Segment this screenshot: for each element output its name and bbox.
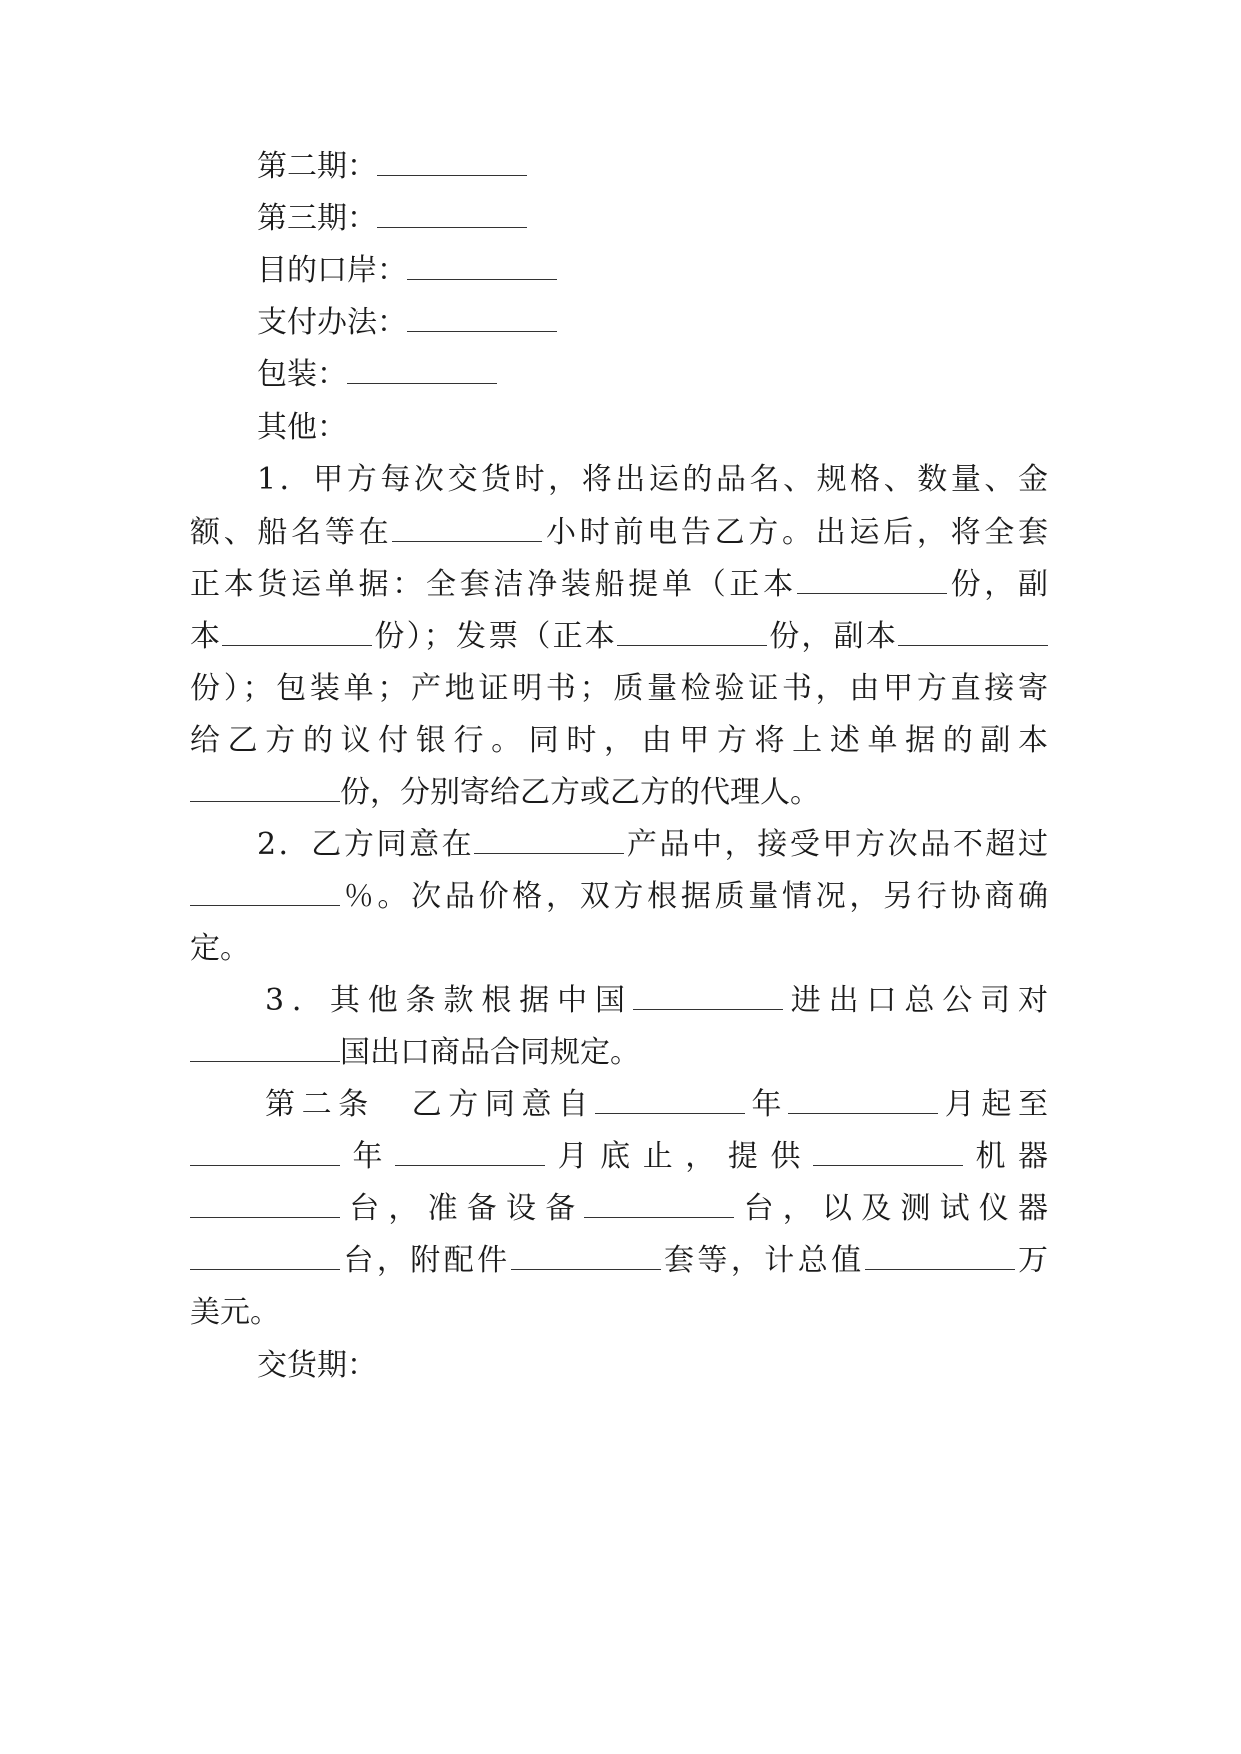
payment-blank[interactable] (407, 305, 557, 332)
bl-copy-count-blank[interactable] (222, 619, 372, 646)
clause3-line1 (265, 981, 1048, 1021)
phase3-blank[interactable] (377, 201, 527, 228)
clause1-text: 给乙方的议付银行。同时，由甲方将上述单据的副本 (190, 723, 1048, 758)
clause1-line2 (190, 513, 1048, 553)
clause1-line6 (190, 721, 1048, 761)
field-phase3 (257, 199, 527, 239)
field-other-label: 其他： (257, 410, 347, 445)
article2-text: 台，附配件 (340, 1243, 511, 1278)
delivery-period (257, 1346, 377, 1386)
clause1-line5 (190, 669, 1048, 709)
article2-line3 (190, 1189, 1048, 1229)
article2-text: 月底止，提供 (545, 1139, 813, 1174)
invoice-original-blank[interactable] (617, 619, 767, 646)
clause2-text: ％。次品价格，双方根据质量情况，另行协商确 (340, 879, 1048, 914)
invoice-copy-blank[interactable] (898, 619, 1048, 646)
product-blank[interactable] (474, 827, 624, 854)
equipment-count-blank[interactable] (584, 1191, 734, 1218)
copy-count-blank[interactable] (190, 775, 340, 802)
field-port (257, 251, 557, 291)
field-payment (257, 303, 557, 343)
clause1-text: 小时前电告乙方。出运后，将全套 (542, 515, 1049, 550)
field-packing-label: 包装： (257, 357, 347, 392)
clause3-line2 (190, 1033, 640, 1073)
end-month-blank[interactable] (395, 1139, 545, 1166)
clause2-text: 定。 (190, 931, 250, 966)
clause1-text: 额、船名等在 (190, 515, 393, 550)
clause1-line1 (257, 460, 1048, 500)
clause1-text: 1．甲方每次交货时，将出运的品名、规格、数量、金 (257, 462, 1048, 497)
port-blank[interactable] (407, 253, 557, 280)
start-year-blank[interactable] (595, 1087, 745, 1114)
field-packing (257, 355, 497, 395)
article2-text: 机器 (962, 1139, 1049, 1174)
clause1-line7 (190, 773, 820, 813)
clause1-line4 (190, 617, 1048, 657)
instrument-count-blank[interactable] (190, 1243, 340, 1270)
clause3-text: 进出口总公司对 (782, 983, 1048, 1018)
article2-line5 (190, 1293, 280, 1333)
field-port-label: 目的口岸： (257, 253, 407, 288)
field-phase3-label: 第三期： (257, 201, 377, 236)
article2-text: 套等，计总值 (660, 1243, 865, 1278)
article2-text: 月起至 (938, 1087, 1049, 1122)
total-value-blank[interactable] (865, 1243, 1015, 1270)
clause1-text: 份）；包装单；产地证明书；质量检验证书，由甲方直接寄 (190, 671, 1048, 706)
clause3-text: 国出口商品合同规定。 (340, 1035, 640, 1070)
field-phase2-label: 第二期： (257, 149, 377, 184)
clause3-text: 3．其他条款根据中国 (265, 983, 633, 1018)
article2-text: 台，以及测试仪器 (734, 1191, 1049, 1226)
article2-line2 (190, 1137, 1048, 1177)
start-month-blank[interactable] (788, 1087, 938, 1114)
bl-original-count-blank[interactable] (797, 567, 947, 594)
phase2-blank[interactable] (377, 149, 527, 176)
article2-text: 年 (744, 1087, 789, 1122)
clause1-line3 (190, 565, 1048, 605)
end-year-blank[interactable] (190, 1139, 340, 1166)
clause1-text: 份，副本 (767, 619, 899, 654)
defect-percent-blank[interactable] (190, 879, 340, 906)
notice-hours-blank[interactable] (392, 515, 542, 542)
clause1-text: 份，副 (946, 567, 1049, 602)
article2-text: 台，准备设备 (340, 1191, 585, 1226)
country-blank[interactable] (190, 1035, 340, 1062)
clause2-text: 2．乙方同意在 (257, 827, 475, 862)
field-payment-label: 支付办法： (257, 305, 407, 340)
article2-text: 第二条 乙方同意自 (265, 1087, 595, 1122)
field-phase2 (257, 147, 527, 187)
machine-count-blank[interactable] (190, 1191, 340, 1218)
delivery-period-label: 交货期： (257, 1348, 377, 1383)
accessory-count-blank[interactable] (511, 1243, 661, 1270)
packing-blank[interactable] (347, 357, 497, 384)
clause1-text: 份）；发票（正本 (372, 619, 618, 654)
clause1-text: 份，分别寄给乙方或乙方的代理人。 (340, 775, 820, 810)
article2-text: 万 (1014, 1243, 1049, 1278)
field-other (257, 408, 347, 448)
clause2-line3 (190, 929, 250, 969)
article2-text: 美元。 (190, 1295, 280, 1330)
article2-line1 (265, 1085, 1048, 1125)
machine-type-blank[interactable] (813, 1139, 963, 1166)
clause1-text: 本 (190, 619, 223, 654)
corporation-blank[interactable] (633, 983, 783, 1010)
clause1-text: 正本货运单据：全套洁净装船提单（正本 (190, 567, 797, 602)
clause2-line1 (257, 825, 1048, 865)
article2-line4 (190, 1241, 1048, 1281)
clause2-text: 产品中，接受甲方次品不超过 (624, 827, 1049, 862)
clause2-line2 (190, 877, 1048, 917)
article2-text: 年 (340, 1139, 396, 1174)
